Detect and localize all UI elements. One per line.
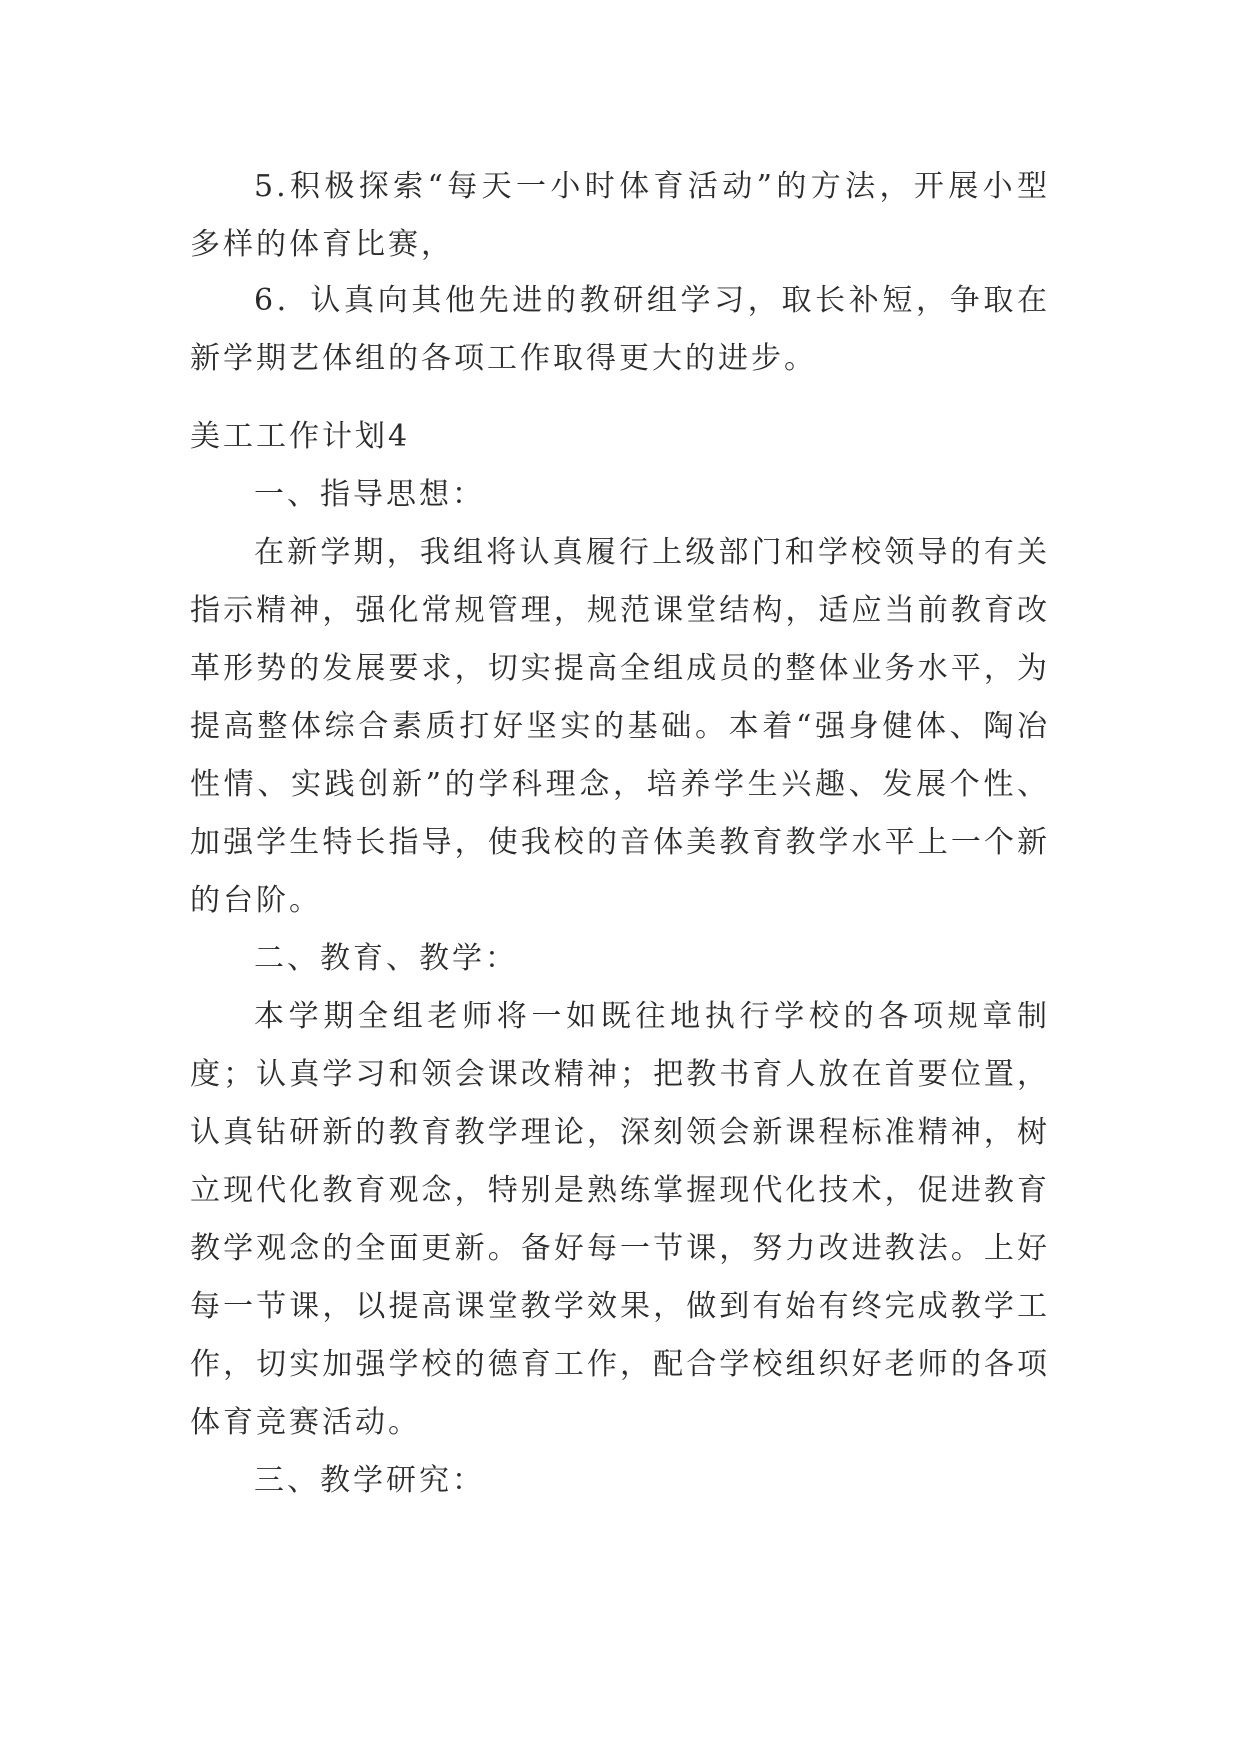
section-heading-guiding-thought: 一、指导思想：	[254, 477, 485, 512]
paragraph-education: 本学期全组老师将一如既往地执行学校的各项规章制度；认真学习和领会课改精神；把教书育人放在首要位置，认真钻研新的教育教学理论，深刻领会新课程标准精神，树立现代化教育观念，特别是熟练掌握现代化技术，促进教育教学观念的全面更新。备好每一节课，努力改进教法。上好每一节课，以提高课堂教学效果，做到有始有终完成教学工作，切实加强学校的德育工作，配合学校组织好老师的各项体育竞赛活动。	[190, 999, 1050, 1440]
paragraph-item-6: 6．认真向其他先进的教研组学习，取长补短，争取在新学期艺体组的各项工作取得更大的进步。	[190, 283, 1050, 376]
paragraph-guiding-thought: 在新学期，我组将认真履行上级部门和学校领导的有关指示精神，强化常规管理，规范课堂结构，适应当前教育改革形势的发展要求，切实提高全组成员的整体业务水平，为提高整体综合素质打好坚实的基础。本着“强身健体、陶冶性情、实践创新”的学科理念，培养学生兴趣、发展个性、加强学生特长指导，使我校的音体美教育教学水平上一个新的台阶。	[190, 535, 1050, 918]
paragraph-item-5: 5.积极探索“每天一小时体育活动”的方法，开展小型多样的体育比赛，	[190, 169, 1050, 262]
section-heading-education: 二、教育、教学：	[254, 941, 518, 976]
section-title: 美工工作计划4	[190, 419, 411, 454]
section-heading-research: 三、教学研究：	[254, 1463, 485, 1498]
